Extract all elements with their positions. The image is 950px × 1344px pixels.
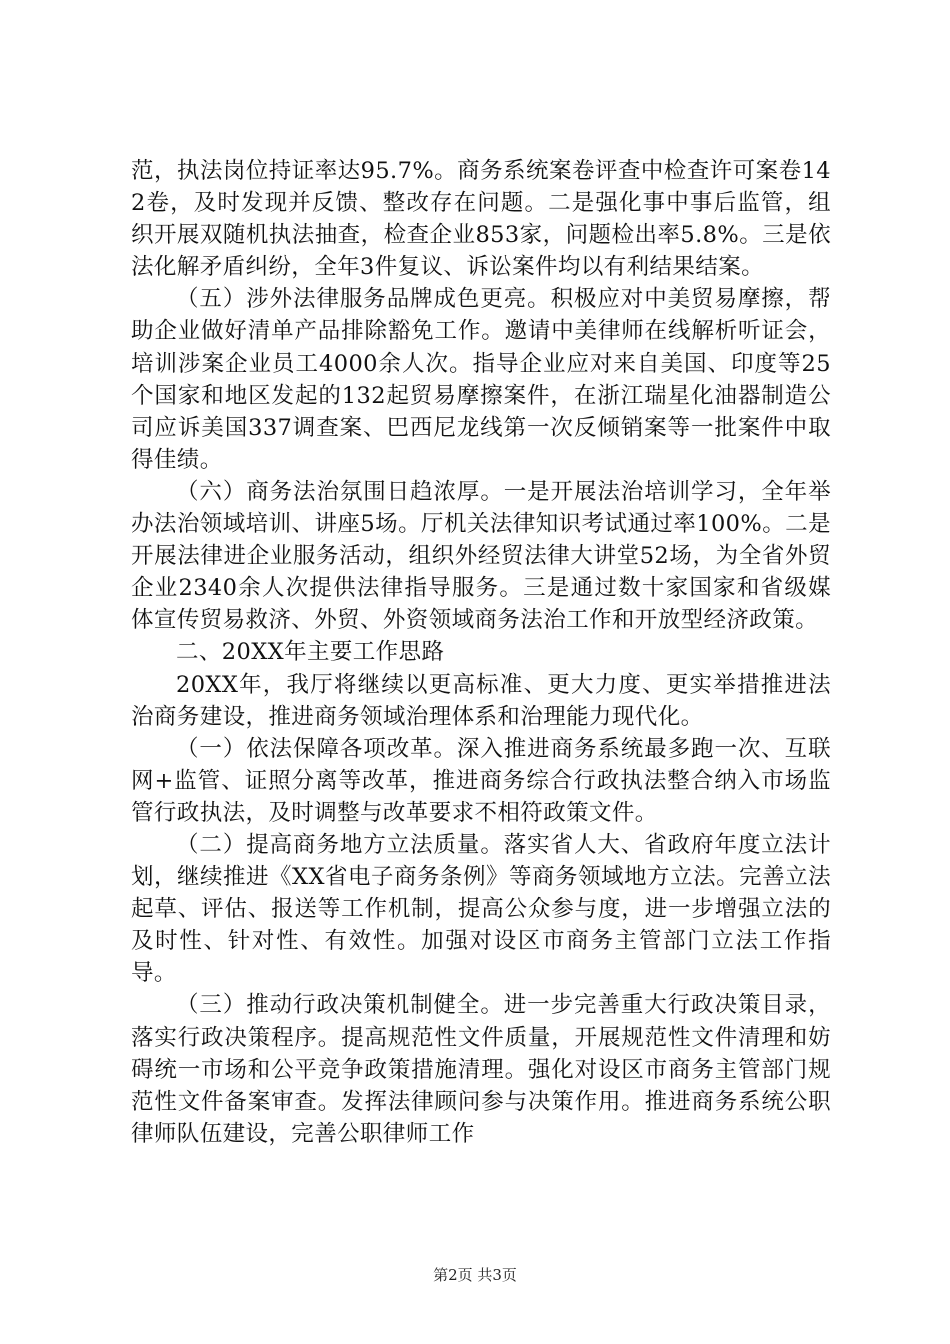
document-body: [131, 155, 831, 1150]
paragraph-intro: 20XX年，我厅将继续以更高标准、更大力度、更实举措推进法治商务建设，推进商务领域治理体系和治理能力现代化。: [131, 671, 831, 730]
paragraph-section-6: （六）商务法治氛围日趋浓厚。一是开展法治培训学习，全年举办法治领域培训、讲座5场。厅机关法律知识考试通过率100%。二是开展法律进企业服务活动，组织外经贸法律大讲堂52场，为全省外贸企业2340余人次提供法律指导服务。三是通过数十家国家和省级媒体宣传贸易救济、外贸、外资领域商务法治工作和开放型经济政策。: [131, 478, 831, 634]
page-number: 第2页 共3页: [433, 1266, 517, 1284]
paragraph-continuation: 范，执法岗位持证率达95.7%。商务系统案卷评查中检查许可案卷142卷，及时发现并反馈、整改存在问题。二是强化事中事后监管，组织开展双随机执法抽查，检查企业853家，问题检出率5.8%。三是依法化解矛盾纠纷，全年3件复议、诉讼案件均以有利结果结案。: [131, 158, 831, 281]
paragraph-item-2: （二）提高商务地方立法质量。落实省人大、省政府年度立法计划，继续推进《XX省电子商务条例》等商务领域地方立法。完善立法起草、评估、报送等工作机制，提高公众参与度，进一步增强立法的及时性、针对性、有效性。加强对设区市商务主管部门立法工作指导。: [131, 831, 831, 987]
paragraph-section-5: （五）涉外法律服务品牌成色更亮。积极应对中美贸易摩擦，帮助企业做好清单产品排除豁免工作。邀请中美律师在线解析听证会，培训涉案企业员工4000余人次。指导企业应对来自美国、印度等25个国家和地区发起的132起贸易摩擦案件，在浙江瑞星化油器制造公司应诉美国337调查案、巴西尼龙线第一次反倾销案等一批案件中取得佳绩。: [131, 286, 831, 473]
paragraph-item-3: （三）推动行政决策机制健全。进一步完善重大行政决策目录，落实行政决策程序。提高规范性文件质量，开展规范性文件清理和妨碍统一市场和公平竞争政策措施清理。强化对设区市商务主管部门规范性文件备案审查。发挥法律顾问参与决策作用。推进商务系统公职律师队伍建设，完善公职律师工作: [131, 992, 831, 1147]
paragraph-item-1: （一）依法保障各项改革。深入推进商务系统最多跑一次、互联网+监管、证照分离等改革，推进商务综合行政执法整合纳入市场监管行政执法，及时调整与改革要求不相符政策文件。: [131, 735, 831, 826]
section-heading: 二、20XX年主要工作思路: [176, 639, 445, 666]
